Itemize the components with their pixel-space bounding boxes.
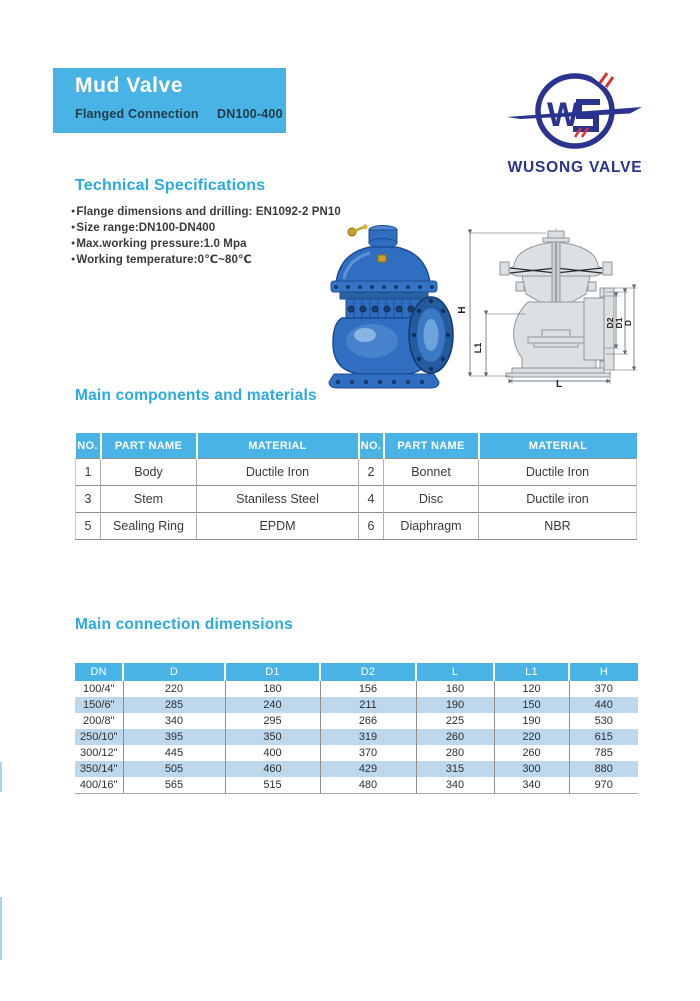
table-cell: 970 — [569, 777, 638, 794]
table-cell: 515 — [225, 777, 320, 794]
table-cell: 100/4" — [83, 683, 115, 695]
table-row — [76, 486, 637, 513]
dim-label-h: H — [457, 306, 468, 314]
table-cell: Ductile Iron — [479, 459, 637, 486]
table-cell: 200/8" — [83, 715, 115, 727]
table-cell: 400 — [225, 745, 320, 761]
table-row — [75, 681, 638, 697]
spec-bullet — [71, 220, 341, 236]
table-cell: 505 — [123, 761, 225, 777]
table-row — [75, 713, 638, 729]
section-heading-dimensions: Main connection dimensions — [75, 616, 293, 633]
column-header: PART NAME — [384, 433, 479, 459]
spec-bullet-text: Max.working pressure:1.0 Mpa — [76, 238, 247, 250]
table-cell: 150/6" — [83, 699, 115, 711]
table-cell: 120 — [494, 681, 569, 697]
table-cell: 400/16'' — [75, 777, 123, 794]
table-cell: 615 — [569, 729, 638, 745]
table-cell: 250/10" — [79, 731, 118, 743]
valve-drawing — [456, 226, 644, 388]
valve-photo — [318, 221, 454, 391]
table-cell: Ductile iron — [479, 486, 637, 513]
table-cell: 480 — [320, 777, 416, 794]
spec-bullet-text: Flange dimensions and drilling: EN1092-2 PN10 — [76, 206, 341, 218]
wusong-logo-icon — [507, 66, 642, 146]
dim-label-l: L — [555, 379, 563, 388]
scan-artifact — [0, 762, 2, 792]
dim-label-d: D — [623, 319, 633, 327]
table-cell: 300 — [494, 761, 569, 777]
table-cell: 300/12" — [79, 747, 118, 759]
table-row — [75, 697, 638, 713]
table-cell: 350 — [225, 729, 320, 745]
spec-bullet — [71, 236, 341, 252]
page-title: Mud Valve — [75, 74, 184, 97]
table-cell: 440 — [569, 697, 638, 713]
dim-label-d2: D2 — [605, 317, 615, 329]
column-header: D2 — [320, 663, 416, 681]
table-cell: 340 — [494, 777, 569, 794]
table-cell: Body — [101, 459, 197, 486]
table-cell: 156 — [320, 681, 416, 697]
table-cell: Sealing Ring — [101, 513, 197, 540]
section-heading-components: Main components and materials — [75, 387, 317, 404]
spec-bullet-text: Size range:DN100-DN400 — [76, 222, 216, 234]
column-header: D — [123, 663, 225, 681]
table-row — [75, 777, 638, 794]
table-cell: 190 — [494, 713, 569, 729]
table-cell: 295 — [225, 713, 320, 729]
wusong-logo — [503, 66, 648, 178]
table-cell: 190 — [416, 697, 494, 713]
dim-label-d1: D1 — [614, 317, 624, 329]
table-cell: 370 — [569, 681, 638, 697]
column-header: H — [569, 663, 638, 681]
table-cell: 220 — [123, 681, 225, 697]
table-cell: 880 — [569, 761, 638, 777]
column-header: PART NAME — [101, 433, 197, 459]
table-cell: 260 — [494, 745, 569, 761]
bullet-icon: ● — [71, 256, 76, 263]
section-heading-technical-specifications: Technical Specifications — [75, 177, 266, 194]
logo-w-letter: W — [546, 96, 580, 134]
table-cell: 280 — [416, 745, 494, 761]
title-block — [53, 68, 286, 133]
column-header: MATERIAL — [197, 433, 359, 459]
table-cell: 315 — [416, 761, 494, 777]
spec-bullet — [71, 252, 341, 268]
bullet-icon: ● — [71, 224, 76, 231]
table-cell: 211 — [320, 697, 416, 713]
table-cell: 220 — [494, 729, 569, 745]
bullet-icon: ● — [71, 240, 76, 247]
table-row — [75, 745, 638, 761]
dimensions-table — [75, 663, 638, 794]
column-header: MATERIAL — [479, 433, 637, 459]
column-header: DN — [75, 663, 123, 681]
table-cell: 340 — [416, 777, 494, 794]
table-cell: 266 — [320, 713, 416, 729]
table-cell: 180 — [225, 681, 320, 697]
table-cell: Disc — [384, 486, 479, 513]
table-cell: 4 — [359, 486, 384, 513]
table-cell: 240 — [225, 697, 320, 713]
column-header: L1 — [494, 663, 569, 681]
table-cell: 260 — [416, 729, 494, 745]
table-cell: 319 — [320, 729, 416, 745]
size-range-label: DN100-400 — [217, 107, 283, 121]
table-cell: 565 — [123, 777, 225, 794]
table-cell: 6 — [359, 513, 384, 540]
table-cell: 785 — [569, 745, 638, 761]
spec-bullet-text: Working temperature:0℃~80℃ — [76, 254, 252, 266]
table-cell: NBR — [479, 513, 637, 540]
table-header-row — [76, 433, 637, 459]
bullet-icon: ● — [71, 208, 76, 215]
logo-brand-text: WUSONG VALVE — [507, 159, 643, 176]
column-header: L — [416, 663, 494, 681]
table-row — [76, 459, 637, 486]
table-cell: 225 — [416, 713, 494, 729]
dim-label-l1: L1 — [473, 342, 483, 354]
column-header: NO. — [76, 433, 101, 459]
table-cell: EPDM — [197, 513, 359, 540]
table-cell: Staniless Steel — [197, 486, 359, 513]
connection-type-label: Flanged Connection — [75, 107, 199, 121]
table-cell: 3 — [76, 486, 101, 513]
valve-section-art — [500, 228, 614, 378]
table-cell: Ductile Iron — [197, 459, 359, 486]
column-header: D1 — [225, 663, 320, 681]
valve-photo-art — [329, 225, 453, 389]
table-cell: Stem — [101, 486, 197, 513]
table-cell: 395 — [123, 729, 225, 745]
table-cell: 445 — [123, 745, 225, 761]
table-cell: 1 — [76, 459, 101, 486]
table-row — [75, 761, 638, 777]
scan-artifact — [0, 897, 2, 960]
table-cell: 160 — [416, 681, 494, 697]
table-cell: 2 — [359, 459, 384, 486]
table-cell: Diaphragm — [384, 513, 479, 540]
components-table — [75, 433, 637, 540]
table-row — [76, 513, 637, 540]
spec-list — [71, 204, 341, 268]
table-cell: 350/14'' — [79, 763, 118, 775]
table-cell: 429 — [320, 761, 416, 777]
table-cell: 5 — [76, 513, 101, 540]
column-header: NO. — [359, 433, 384, 459]
spec-bullet — [71, 204, 341, 220]
table-header-row — [75, 663, 638, 681]
table-cell: 530 — [569, 713, 638, 729]
table-cell: 340 — [123, 713, 225, 729]
table-cell: Bonnet — [384, 459, 479, 486]
table-cell: 285 — [123, 697, 225, 713]
table-cell: 150 — [494, 697, 569, 713]
table-cell: 370 — [320, 745, 416, 761]
table-row — [75, 729, 638, 745]
table-cell: 460 — [225, 761, 320, 777]
